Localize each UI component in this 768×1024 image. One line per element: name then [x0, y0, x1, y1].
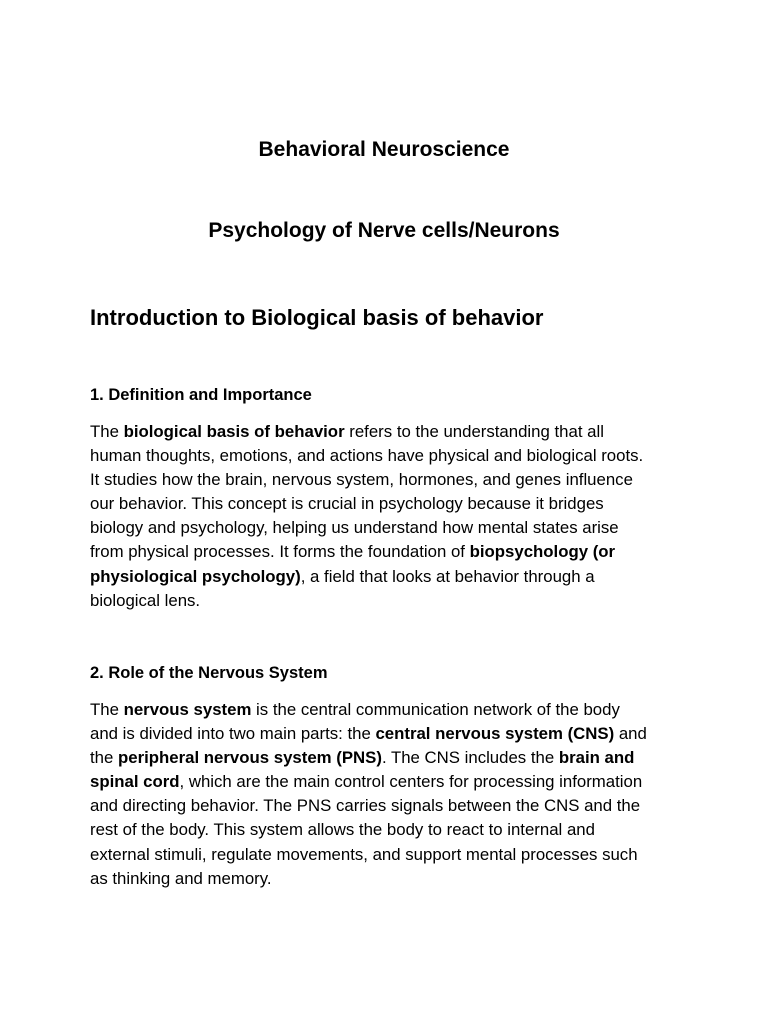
bold-text: brain and [558, 748, 635, 768]
text-run: The [90, 700, 124, 719]
paragraph-line [90, 698, 680, 722]
paragraph-line [90, 770, 680, 794]
paragraph-line [90, 492, 680, 516]
paragraph-line [90, 867, 680, 891]
bold-text: biological basis of behavior [123, 422, 345, 441]
text-run: the [90, 748, 118, 768]
bold-text: nervous system [123, 700, 252, 719]
text-run: refers to the understanding that all [344, 422, 604, 441]
text-run: . The CNS includes the [381, 748, 559, 768]
text-run: and directing behavior. The PNS carries signals between the CNS and the [90, 796, 641, 816]
paragraph-line [90, 746, 680, 770]
bold-text: peripheral nervous system (PNS) [118, 748, 382, 768]
text-run: and is divided into two main parts: the [90, 724, 376, 744]
paragraph-line [90, 420, 680, 444]
paragraph-nervous-system [90, 698, 680, 891]
text-run: is the central communication network of the body [251, 700, 620, 719]
section-heading-main: Introduction to Biological basis of behavior [90, 305, 544, 330]
paragraph-line [90, 589, 680, 613]
paragraph-line [90, 444, 680, 468]
text-run: as thinking and memory. [90, 868, 272, 888]
text-run: our behavior. This concept is crucial in psychology because it bridges [90, 494, 604, 514]
bold-text: biopsychology (or [469, 542, 616, 562]
paragraph-line [90, 722, 680, 746]
text-run: external stimuli, regulate movements, and support mental processes such [90, 844, 638, 864]
paragraph-line [90, 565, 680, 589]
text-run: biology and psychology, helping us understand how mental states arise [90, 518, 619, 538]
paragraph-line [90, 540, 680, 564]
text-run: human thoughts, emotions, and actions have physical and biological roots. [90, 446, 644, 466]
bold-text: physiological psychology) [90, 566, 301, 586]
bold-text: spinal cord [90, 772, 180, 792]
text-run: , which are the main control centers for processing information [179, 772, 643, 792]
text-run: biological lens. [90, 590, 201, 610]
text-run: It studies how the brain, nervous system, hormones, and genes influence [90, 470, 633, 490]
text-run: rest of the body. This system allows the body to react to internal and [90, 820, 595, 840]
document-subtitle: Psychology of Nerve cells/Neurons [208, 219, 560, 242]
paragraph-line [90, 843, 680, 867]
paragraph-line [90, 818, 680, 842]
paragraph-line [90, 794, 680, 818]
text-run: and [614, 724, 647, 744]
text-run: from physical processes. It forms the foundation of [90, 542, 470, 562]
text-run: , a field that looks at behavior through a [300, 566, 595, 586]
bold-text: central nervous system (CNS) [375, 724, 615, 744]
section-heading-definition: 1. Definition and Importance [90, 386, 312, 404]
document-title: Behavioral Neuroscience [258, 138, 510, 161]
paragraph-line [90, 516, 680, 540]
section-heading-nervous-system: 2. Role of the Nervous System [90, 664, 328, 682]
paragraph-definition [90, 420, 680, 613]
text-run: The [90, 422, 124, 441]
paragraph-line [90, 468, 680, 492]
